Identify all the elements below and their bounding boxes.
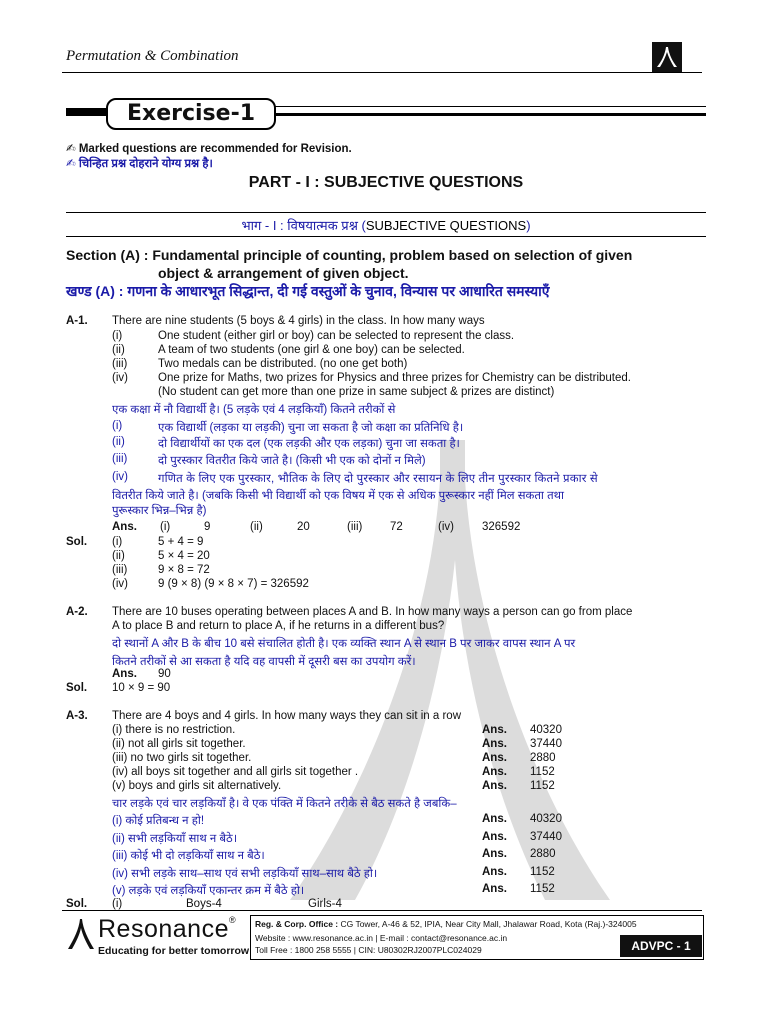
question-item: (iv) all boys sit together and all girls sit together . <box>112 766 359 778</box>
question-item: (v) boys and girls sit alternatively. <box>112 780 282 792</box>
answer-label: Ans. <box>112 521 137 533</box>
question-item-hindi: (v) लड़के एवं लड़कियाँ एकान्तर क्रम में बैठे हो। <box>112 885 305 897</box>
question-stem-hindi: चार लड़के एवं चार लड़कियाँ है। वे एक पंक्ति में कितने तरीके से बैठ सकते है जबकि– <box>112 798 457 810</box>
question-number: A-1. <box>66 315 88 327</box>
question-item-label-hindi: (ii) <box>112 436 125 448</box>
question-stem: There are 10 buses operating between places A and B. In how many ways a person can go from place <box>112 606 633 618</box>
chapter-title: Permutation & Combination <box>66 48 239 64</box>
part-rule-top <box>66 212 706 213</box>
footer-rule <box>62 910 702 911</box>
section-heading-cont: object & arrangement of given object. <box>158 265 409 281</box>
question-item: (iii) no two girls sit together. <box>112 752 252 764</box>
solution-item-label: (ii) <box>112 550 125 562</box>
solution-item-label: (i) <box>112 898 123 910</box>
question-stem-cont: A to place B and return to place A, if he returns in a different bus? <box>112 620 445 632</box>
question-item-hindi-cont: वितरीत किये जाते है। (जबकि किसी भी विद्यार्थी को एक विषय में एक से अधिक पुरूस्कार नहीं मिल सकता तथा <box>112 490 564 502</box>
solution-step: 9 (9 × 8) (9 × 8 × 7) = 326592 <box>158 578 309 590</box>
question-item-hindi: (iii) कोई भी दो लड़कियाँ साथ न बैठे। <box>112 850 265 862</box>
answer-value: 1152 <box>530 883 555 895</box>
answer-label: Ans. <box>482 831 507 843</box>
question-item-label: (i) <box>112 330 123 342</box>
solution-label: Sol. <box>66 682 88 694</box>
question-item-label: (ii) <box>112 344 125 356</box>
answer-value: 1152 <box>530 780 555 792</box>
revision-note-hindi: ✍ चिन्हित प्रश्न दोहराने योग्य प्रश्न है। <box>66 158 213 170</box>
question-item-hindi: एक विद्यार्थी (लड़का या लड़की) चुना जा सकता है जो कक्षा का प्रतिनिधि है। <box>158 422 464 434</box>
answer-label: Ans. <box>482 766 507 778</box>
answer-value: 2880 <box>530 752 556 764</box>
page-code: ADVPC - 1 <box>620 935 702 957</box>
answer-label: Ans. <box>112 668 137 680</box>
question-item-hindi: दो पुरस्कार वितरीत किये जाते है। (किसी भी एक को दोनों न मिले) <box>158 455 426 467</box>
question-item-hindi: गणित के लिए एक पुरस्कार, भौतिक के लिए दो पुरस्कार और रसायन के लिए तीन पुरस्कार कितने प्रकार से <box>158 473 598 485</box>
answer-value: 2880 <box>530 848 556 860</box>
header-rule <box>62 72 702 73</box>
answer-value: 40320 <box>530 724 562 736</box>
question-item-hindi: (iv) सभी लड़के साथ–साथ एवं सभी लड़कियाँ साथ–साथ बैठे हो। <box>112 868 378 880</box>
question-item-hindi-cont: पुरूस्कार भिन्न–भिन्न है) <box>112 505 207 517</box>
question-stem: There are nine students (5 boys & 4 girls) in the class. In how many ways <box>112 315 485 327</box>
footer-logo <box>66 915 250 959</box>
part-title-hindi: भाग - I : विषयात्मक प्रश्न (SUBJECTIVE QUESTIONS) <box>241 218 531 233</box>
registered-mark: ® <box>228 915 237 925</box>
answer-item-label: (i) <box>160 521 171 533</box>
answer-label: Ans. <box>482 866 507 878</box>
answer-label: Ans. <box>482 883 507 895</box>
solution-item-label: (iv) <box>112 578 128 590</box>
brand-name: Resonance <box>98 915 229 943</box>
question-item: (i) there is no restriction. <box>112 724 236 736</box>
question-item-hindi: दो विद्यार्थीयों का एक दल (एक लड़की और एक लड़का) चुना जा सकता है। <box>158 438 460 450</box>
website-email: Website : www.resonance.ac.in | E-mail : contact@resonance.ac.in <box>255 933 508 943</box>
solution-item-label: (i) <box>112 536 123 548</box>
brand-tagline: Educating for better tomorrow <box>98 945 250 957</box>
solution-step: 10 × 9 = 90 <box>112 682 171 694</box>
question-item: One student (either girl or boy) can be selected to represent the class. <box>158 330 515 342</box>
solution-item-label: (iii) <box>112 564 128 576</box>
revision-note: ✍ Marked questions are recommended for Revision. <box>66 143 352 155</box>
question-stem-hindi: दो स्थानों A और B के बीच 10 बसे संचालित होती है। एक व्यक्ति स्थान A से स्थान B पर जाकर वापस स्थान A पर <box>112 638 576 650</box>
answer-label: Ans. <box>482 738 507 750</box>
question-stem-hindi: एक कक्षा में नौ विद्यार्थी है। (5 लड़के एवं 4 लड़कियाँ) कितने तरीकों से <box>112 404 396 416</box>
question-number: A-2. <box>66 606 88 618</box>
question-item: (ii) not all girls sit together. <box>112 738 246 750</box>
exercise-title: Exercise-1 <box>106 98 276 130</box>
answer-value: 1152 <box>530 766 555 778</box>
answer-value: 20 <box>297 521 310 533</box>
solution-step: 5 + 4 = 9 <box>158 536 204 548</box>
pointing-hand-icon: ✍ <box>66 143 79 155</box>
office-address: Reg. & Corp. Office : CG Tower, A-46 & 52, IPIA, Near City Mall, Jhalawar Road, Kota (Raj.)-324005 <box>255 919 637 929</box>
answer-item-label: (ii) <box>250 521 263 533</box>
answer-label: Ans. <box>482 848 507 860</box>
answer-label: Ans. <box>482 780 507 792</box>
question-item: One prize for Maths, two prizes for Physics and three prizes for Chemistry can be distributed. <box>158 372 631 384</box>
question-item: A team of two students (one girl & one boy) can be selected. <box>158 344 465 356</box>
solution-step: Girls-4 <box>308 898 342 910</box>
question-item-hindi: (i) कोई प्रतिबन्ध न हो! <box>112 815 205 827</box>
answer-value: 37440 <box>530 831 562 843</box>
header-logo <box>652 42 682 72</box>
question-stem-hindi-cont: कितने तरीकों से आ सकता है यदि वह वापसी में दूसरी बस का उपयोग करें। <box>112 656 416 668</box>
part-title: PART - I : SUBJECTIVE QUESTIONS <box>248 174 524 191</box>
answer-value: 37440 <box>530 738 562 750</box>
question-stem: There are 4 boys and 4 girls. In how many ways they can sit in a row <box>112 710 461 722</box>
exercise-bar-top <box>270 106 706 107</box>
question-item-hindi: (ii) सभी लड़कियाँ साथ न बैठे। <box>112 833 238 845</box>
answer-label: Ans. <box>482 752 507 764</box>
question-item-label-hindi: (iv) <box>112 471 128 483</box>
answer-value: 326592 <box>482 521 521 533</box>
solution-label: Sol. <box>66 898 88 910</box>
question-item-label: (iii) <box>112 358 128 370</box>
tollfree-cin: Toll Free : 1800 258 5555 | CIN: U80302RJ2007PLC024029 <box>255 945 482 955</box>
section-heading-hindi: खण्ड (A) : गणना के आधारभूत सिद्धान्त, दी गई वस्तुओं के चुनाव, विन्यास पर आधारित समस्याएँ <box>66 283 550 299</box>
answer-label: Ans. <box>482 813 507 825</box>
question-item: Two medals can be distributed. (no one get both) <box>158 358 408 370</box>
answer-value: 72 <box>390 521 403 533</box>
pointing-hand-icon: ✍ <box>66 158 79 170</box>
question-item-label: (iv) <box>112 372 128 384</box>
answer-value: 40320 <box>530 813 562 825</box>
section-heading: Section (A) : Fundamental principle of counting, problem based on selection of given <box>66 247 633 263</box>
answer-value: 90 <box>158 668 171 680</box>
answer-item-label: (iii) <box>347 521 363 533</box>
part-rule-bottom <box>66 236 706 237</box>
solution-step: 5 × 4 = 20 <box>158 550 210 562</box>
question-item-label-hindi: (i) <box>112 420 123 432</box>
watermark-logo <box>290 440 610 900</box>
question-item-cont: (No student can get more than one prize in same subject & prizes are distinct) <box>158 386 555 398</box>
solution-step: 9 × 8 = 72 <box>158 564 210 576</box>
answer-value: 1152 <box>530 866 555 878</box>
resonance-logo-icon <box>652 42 682 72</box>
question-item-label-hindi: (iii) <box>112 453 128 465</box>
answer-label: Ans. <box>482 724 507 736</box>
solution-label: Sol. <box>66 536 88 548</box>
answer-value: 9 <box>204 521 211 533</box>
question-number: A-3. <box>66 710 88 722</box>
answer-item-label: (iv) <box>438 521 454 533</box>
solution-step: Boys-4 <box>186 898 222 910</box>
resonance-logo-icon <box>66 917 96 951</box>
